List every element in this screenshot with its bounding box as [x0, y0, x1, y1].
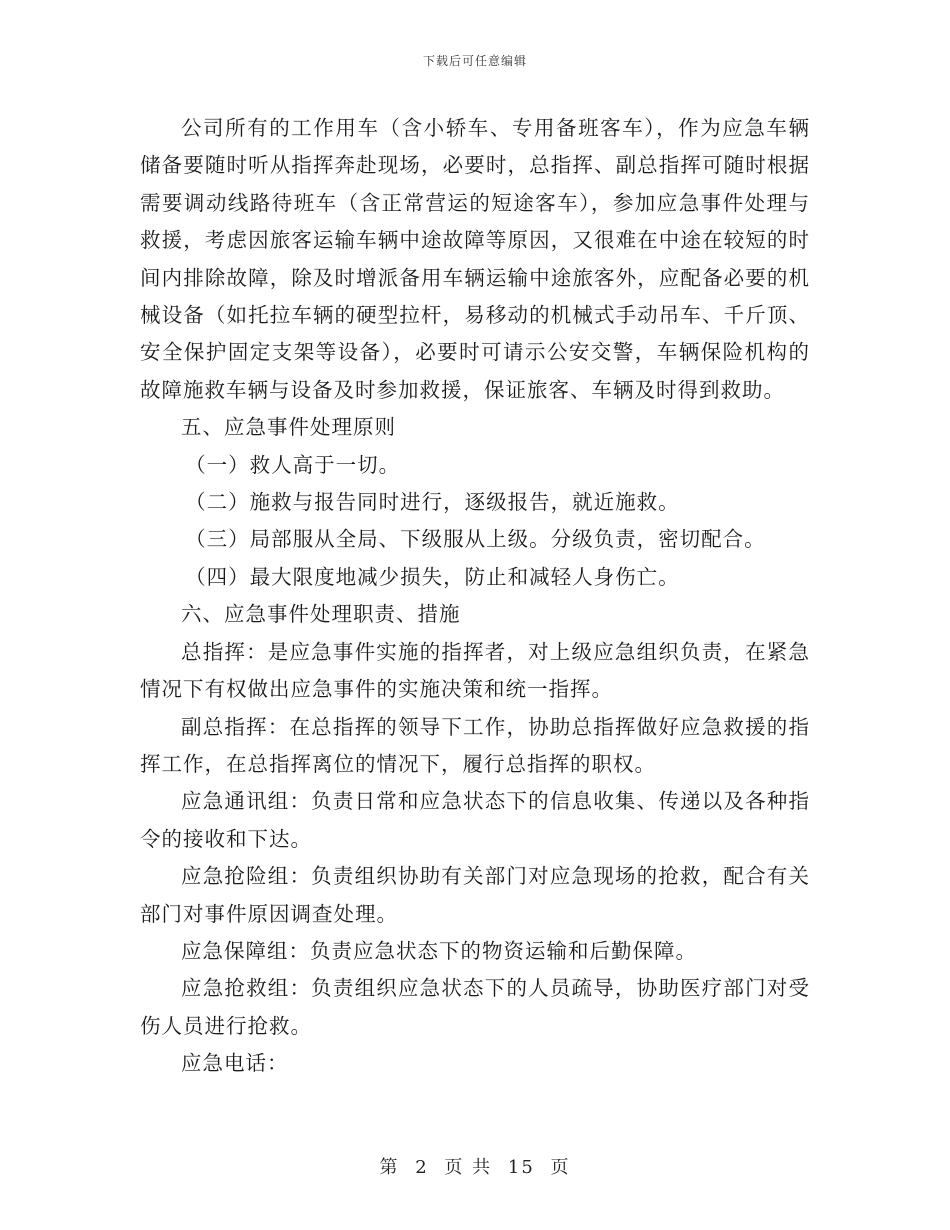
footer-prefix: 第 — [379, 1157, 400, 1178]
principle-item-2: （二）施救与报告同时进行，逐级报告，就近施救。 — [185, 490, 680, 515]
principle-item-4: （四）最大限度地减少损失，防止和减轻人身伤亡。 — [185, 564, 680, 589]
section-heading-duties: 六、应急事件处理职责、措施 — [181, 602, 461, 627]
paragraph-rescue-group: 应急抢险组：负责组织协助有关部门对应急现场的抢救，配合有关部门对事件原因调查处理。 — [140, 864, 810, 926]
page-footer — [0, 1153, 950, 1179]
paragraph-emergency-phone: 应急电话： — [181, 1051, 289, 1076]
paragraph-deputy-commander: 副总指挥：在总指挥的领导下工作，协助总指挥做好应急救援的指挥工作，在总指挥离位的情况下，履行总指挥的职权。 — [140, 714, 810, 776]
page-header: 下载后可任意编辑 — [422, 54, 527, 68]
paragraph-support-group: 应急保障组：负责应急状态下的物资运输和后勤保障。 — [181, 938, 697, 963]
document-body — [140, 110, 810, 1083]
principle-item-1: （一）救人高于一切。 — [185, 452, 401, 477]
paragraph-commander: 总指挥：是应急事件实施的指挥者，对上级应急组织负责，在紧急情况下有权做出应急事件的实施决策和统一指挥。 — [140, 639, 810, 702]
section-heading-principles: 五、应急事件处理原则 — [181, 415, 396, 440]
paragraph-emergency-vehicles: 公司所有的工作用车（含小轿车、专用备班客车），作为应急车辆储备要随时听从指挥奔赴现场，必要时，总指挥、副总指挥可随时根据需要调动线路待班车（含正常营运的短途客车），参加应急事件处理与救援，考虑因旅客运输车辆中途故障等原因，又很难在中途在较短的时间内排除故障，除及时增派备用车辆运输中途旅客外，应配备必要的机械设备（如托拉车辆的硬型拉杆，易移动的机械式手动吊车、千斤顶、安全保护固定支架等设备），必要时可请示公安交警，车辆保险机构的故障施救车辆与设备及时参加救援，保证旅客、车辆及时得到救助。 — [140, 116, 810, 402]
footer-suffix: 页 — [550, 1157, 571, 1178]
footer-mid: 页 共 — [444, 1157, 493, 1178]
footer-current-page: 2 — [415, 1157, 429, 1178]
paragraph-aid-group: 应急抢救组：负责组织应急状态下的人员疏导，协助医疗部门对受伤人员进行抢救。 — [140, 976, 810, 1038]
footer-total-pages: 15 — [507, 1157, 535, 1178]
principle-item-3: （三）局部服从全局、下级服从上级。分级负责，密切配合。 — [185, 527, 766, 552]
paragraph-communication-group: 应急通讯组：负责日常和应急状态下的信息收集、传递以及各种指令的接收和下达。 — [140, 789, 810, 851]
